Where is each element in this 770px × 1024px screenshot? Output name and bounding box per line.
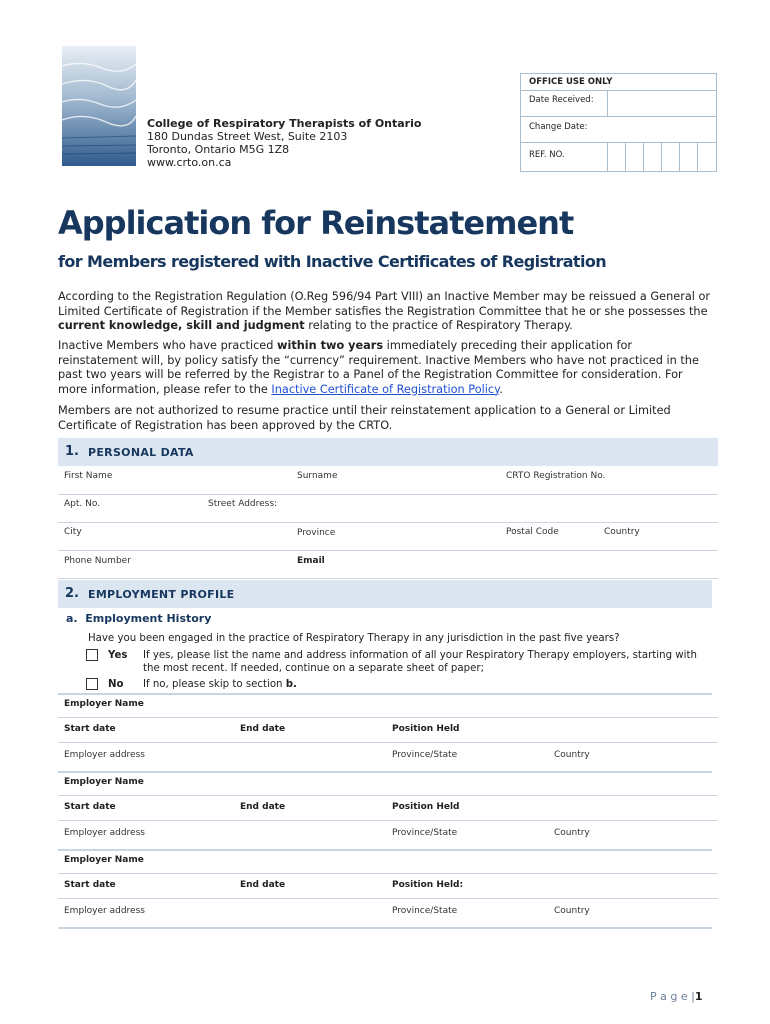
ref-no-label: REF. NO.: [529, 150, 565, 160]
employer-1-province-label: Province/State: [392, 750, 458, 760]
employer-2-position-label: Position Held: [392, 802, 460, 812]
yes-checkbox[interactable]: [86, 649, 98, 661]
phone-number-label: Phone Number: [64, 556, 131, 566]
inactive-policy-link[interactable]: Inactive Certificate of Registration Policy: [271, 382, 500, 396]
office-use-title: OFFICE USE ONLY: [529, 77, 613, 87]
employer-2-address-label: Employer address: [64, 828, 145, 838]
employer-3-name-label: Employer Name: [64, 855, 144, 865]
crto-number-label: CRTO Registration No.: [506, 471, 606, 481]
no-instructions: If no, please skip to section b.: [143, 679, 297, 690]
change-date-label: Change Date:: [529, 122, 588, 132]
no-checkbox[interactable]: [86, 678, 98, 690]
org-website: www.crto.on.ca: [147, 156, 232, 169]
office-use-box: [520, 73, 717, 172]
employer-3-start-label: Start date: [64, 880, 116, 890]
city-label: City: [64, 527, 82, 537]
section-1-number: 1.: [65, 444, 79, 459]
employer-2-name-label: Employer Name: [64, 777, 144, 787]
no-label: No: [108, 679, 124, 690]
organization-block: [147, 117, 421, 169]
org-address-1: 180 Dundas Street West, Suite 2103: [147, 130, 348, 143]
province-label: Province: [297, 528, 336, 538]
page-number: P a g e |1: [650, 990, 703, 1003]
employer-3-position-label: Position Held:: [392, 880, 464, 890]
apt-number-label: Apt. No.: [64, 499, 101, 509]
section-2-title: EMPLOYMENT PROFILE: [88, 588, 235, 601]
employer-1-position-label: Position Held: [392, 724, 460, 734]
employer-1-country-label: Country: [554, 750, 590, 760]
employer-2-province-label: Province/State: [392, 828, 458, 838]
yes-label: Yes: [108, 650, 128, 661]
section-1-title: PERSONAL DATA: [88, 446, 194, 459]
employer-3-country-label: Country: [554, 906, 590, 916]
employer-2-start-label: Start date: [64, 802, 116, 812]
employer-1-end-label: End date: [240, 724, 286, 734]
intro-paragraph-2: Inactive Members who have practiced within two years immediately preceding their application for reinstatement will, by policy satisfy the “currency” requirement. Inactive Members who have not practiced in the past two years will be referred by the Registrar to a Panel of the Registration Committee for consideration. For more information, please refer to the Inactive Certificate of Registration Policy.: [58, 339, 699, 396]
employer-2-end-label: End date: [240, 802, 286, 812]
date-received-label: Date Received:: [529, 95, 594, 105]
intro-paragraph-1: According to the Registration Regulation (O.Reg 596/94 Part VIII) an Inactive Member may be reissued a General or Limited Certificate of Registration if the Member satisfies the Registration Committee that he or she possesses the current knowledge, skill and judgment relating to the practice of Respiratory Therapy.: [58, 290, 711, 332]
org-address-2: Toronto, Ontario M5G 1Z8: [147, 143, 290, 156]
org-name: College of Respiratory Therapists of Ontario: [147, 117, 422, 130]
employment-history-heading: a. Employment History: [66, 612, 212, 625]
employer-3-end-label: End date: [240, 880, 286, 890]
employer-3-address-label: Employer address: [64, 906, 145, 916]
postal-code-label: Postal Code: [506, 527, 559, 537]
employment-question: Have you been engaged in the practice of Respiratory Therapy in any jurisdiction in the past five years?: [88, 633, 620, 644]
employer-2-country-label: Country: [554, 828, 590, 838]
street-address-label: Street Address:: [208, 499, 278, 509]
section-employment-header: [58, 580, 712, 608]
employer-3-province-label: Province/State: [392, 906, 458, 916]
section-2-number: 2.: [65, 586, 79, 601]
first-name-label: First Name: [64, 471, 113, 481]
intro-paragraph-3: Members are not authorized to resume practice until their reinstatement application to a General or Limited Certificate of Registration has been approved by the CRTO.: [58, 404, 671, 432]
yes-instructions: If yes, please list the name and address information of all your Respiratory Therapy employers, starting with the most recent. If needed, continue on a separate sheet of paper;: [143, 650, 697, 674]
crto-logo: [62, 46, 136, 166]
section-personal-data-header: [58, 438, 718, 466]
surname-label: Surname: [297, 471, 338, 481]
page-subtitle: for Members registered with Inactive Certificates of Registration: [58, 252, 607, 271]
employer-1-address-label: Employer address: [64, 750, 145, 760]
email-label: Email: [297, 556, 325, 566]
employer-1-name-label: Employer Name: [64, 699, 144, 709]
page-title: Application for Reinstatement: [58, 204, 574, 242]
employer-1-start-label: Start date: [64, 724, 116, 734]
country-label: Country: [604, 527, 640, 537]
